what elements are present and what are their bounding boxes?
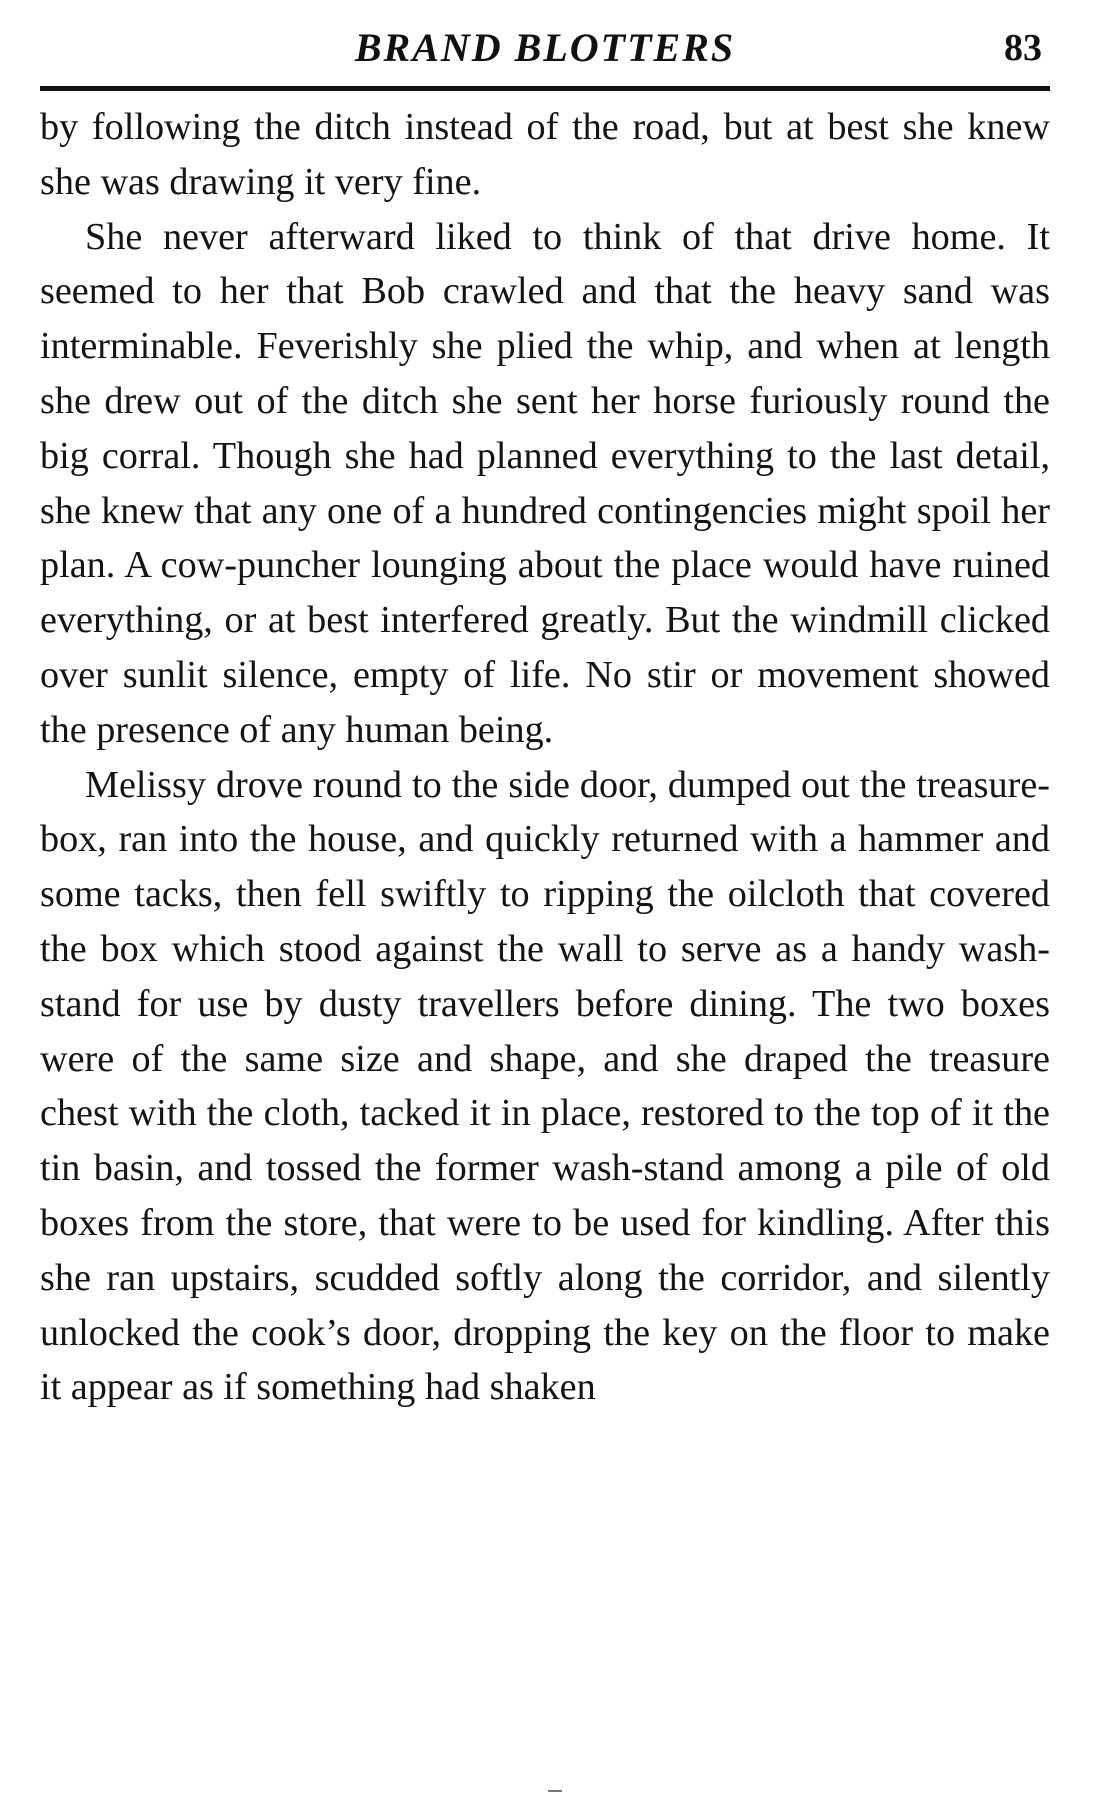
footer-mark	[548, 1790, 562, 1792]
paragraph-drive-home: She never afterward liked to think of that drive home. It seemed to her that Bob crawled and that the heavy sand was interminable. Feverishly she plied the whip, and when at length she drew out of the ditch she sent her horse furiously round the big corral. Though she had planned everything to the last detail, she knew that any one of a hundred contingencies might spoil her plan. A cow-puncher lounging about the place would have ruined everything, or at best interfered greatly. But the windmill clicked over sunlit silence, empty of life. No stir or movement showed the presence of any human being.	[40, 215, 1050, 751]
page-header	[40, 18, 1050, 88]
paragraph-continued: by following the ditch instead of the road, but at best she knew she was drawing it very fine.	[40, 106, 1050, 203]
page-number: 83	[1004, 27, 1042, 69]
running-title: BRAND BLOTTERS	[354, 25, 736, 70]
paragraph-melissy: Melissy drove round to the side door, dumped out the treasure-box, ran into the house, and quickly returned with a hammer and some tacks, then fell swiftly to ripping the oilcloth that covered the box which stood against the wall to serve as a handy wash-stand for use by dusty travellers before dining. The two boxes were of the same size and shape, and she draped the treasure chest with the cloth, tacked it in place, restored to the top of it the tin basin, and tossed the former wash-stand among a pile of old boxes from the store, that were to be used for kindling. After this she ran upstairs, scudded softly along the corridor, and silently unlocked the cook’s door, dropping the key on the floor to make it appear as if something had shaken	[40, 763, 1050, 1409]
body-text	[40, 100, 1050, 1415]
header-rule	[40, 86, 1050, 91]
